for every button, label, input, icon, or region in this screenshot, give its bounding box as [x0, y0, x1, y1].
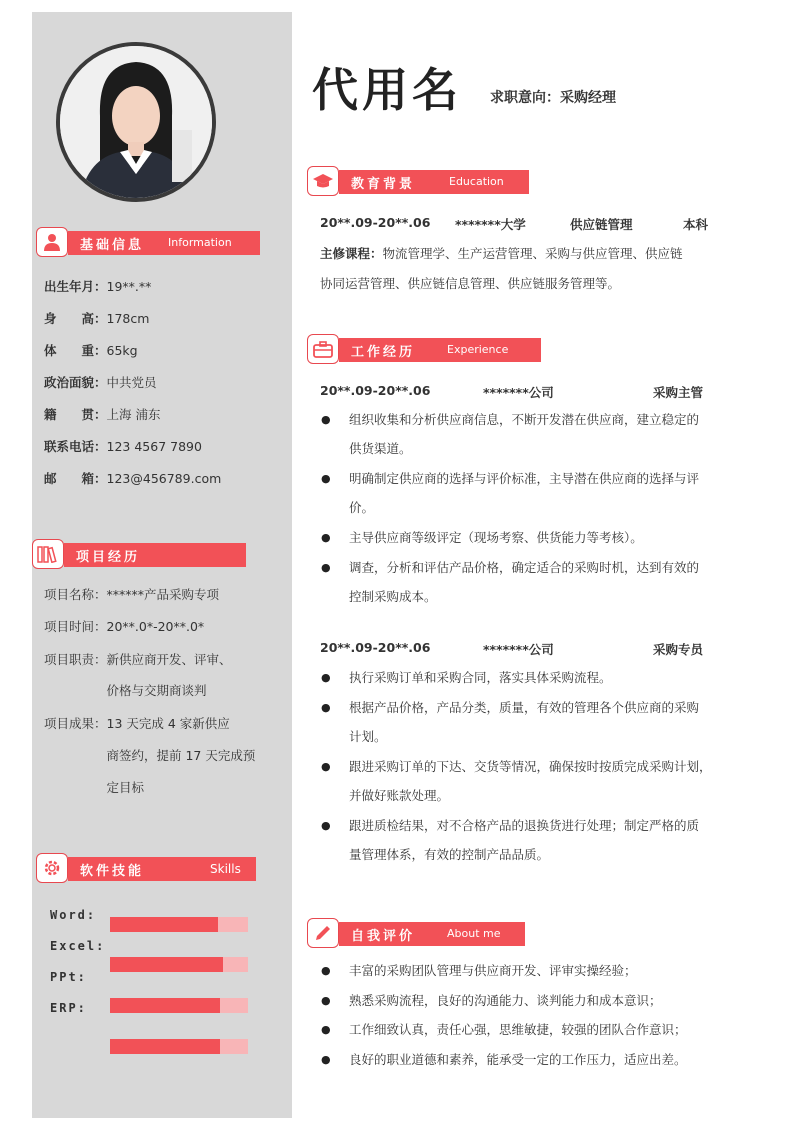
- info-height: 身 高：178cm: [44, 311, 150, 326]
- section-header-experience: [307, 338, 541, 362]
- section-header-bar: [339, 170, 529, 194]
- section-header-education: [307, 170, 529, 194]
- job-bullet: ● 执行采购订单和采购合同，落实具体采购流程。: [321, 663, 612, 692]
- section-title-en: Information: [168, 236, 232, 249]
- job-bullet: ● 跟进采购订单的下达、交货等情况，确保按时按质完成采购计划， 并做好账款处理。: [321, 752, 712, 810]
- about-bullet: ● 工作细致认真，责任心强，思维敏捷，较强的团队合作意识；: [321, 1015, 687, 1044]
- section-title-en: Education: [449, 175, 504, 188]
- job-bullet: ● 跟进质检结果，对不合格产品的退换货进行处理；制定严格的质 量管理体系，有效的控制产品品质。: [321, 811, 699, 869]
- skill-bar-fill: [110, 998, 220, 1013]
- education-degree: 本科: [683, 217, 709, 232]
- project-line: 项目名称：******产品采购专项: [44, 587, 220, 602]
- project-line: 价格与交期商谈判: [44, 683, 207, 698]
- skill-bar-word: [110, 917, 248, 932]
- education-date: 20**.09-20**.06: [320, 215, 431, 230]
- skill-bar-fill: [110, 957, 223, 972]
- section-title: 软件技能: [80, 864, 145, 879]
- skill-bar-fill: [110, 1039, 220, 1054]
- skill-label-word: Word:: [50, 908, 97, 922]
- job-bullet: ● 根据产品价格，产品分类，质量，有效的管理各个供应商的采购 计划。: [321, 693, 699, 751]
- candidate-name: 代用名: [312, 63, 462, 117]
- education-major: 供应链管理: [570, 217, 633, 232]
- section-header-about: [307, 922, 525, 946]
- skill-bar-excel: [110, 957, 248, 972]
- info-politics: 政治面貌：中共党员: [44, 375, 157, 390]
- section-title: 项目经历: [76, 550, 141, 565]
- job-bullet: ● 明确制定供应商的选择与评价标准，主导潜在供应商的选择与评 价。: [321, 464, 699, 522]
- job-bullet: ● 主导供应商等级评定（现场考察、供货能力等考核）。: [321, 523, 643, 552]
- profile-photo: [56, 42, 216, 202]
- section-header-bar: [68, 231, 260, 255]
- info-phone: 联系电话：123 4567 7890: [44, 439, 202, 454]
- section-title-en: Experience: [447, 343, 509, 356]
- books-icon: [32, 539, 64, 569]
- pencil-icon: [307, 918, 339, 948]
- skill-bar-erp: [110, 1039, 248, 1054]
- portrait-image: [60, 46, 212, 198]
- section-title-en: Skills: [210, 862, 241, 876]
- job-bullet: ● 组织收集和分析供应商信息，不断开发潜在供应商，建立稳定的 供货渠道。: [321, 405, 699, 463]
- education-school: *******大学: [455, 217, 526, 232]
- education-courses: 主修课程：物流管理学、生产运营管理、采购与供应管理、供应链: [320, 246, 683, 261]
- briefcase-icon: [307, 334, 339, 364]
- job-bullet: ● 调查，分析和评估产品价格，确定适合的采购时机，达到有效的 控制采购成本。: [321, 553, 699, 611]
- job-date: 20**.09-20**.06: [320, 383, 431, 398]
- about-bullet: ● 良好的职业道德和素养，能承受一定的工作压力，适应出差。: [321, 1045, 687, 1074]
- job-role: 采购主管: [653, 385, 704, 400]
- skill-label-excel: Excel:: [50, 939, 106, 953]
- job-date: 20**.09-20**.06: [320, 640, 431, 655]
- education-courses-cont: 协同运营管理、供应链信息管理、供应链服务管理等。: [320, 276, 621, 291]
- about-bullet: ● 丰富的采购团队管理与供应商开发、评审实操经验；: [321, 956, 637, 985]
- skill-label-ppt: PPt:: [50, 970, 87, 984]
- job-company: *******公司: [483, 385, 554, 400]
- section-header-bar: [339, 338, 541, 362]
- skill-bar-fill: [110, 917, 218, 932]
- section-header-bar: [64, 543, 246, 567]
- project-line: 商签约，提前 17 天完成预: [44, 748, 256, 763]
- job-intent: 求职意向：采购经理: [490, 90, 616, 106]
- section-title: 教育背景: [351, 177, 416, 192]
- section-title-en: About me: [447, 927, 501, 940]
- info-birth: 出生年月：19**.**: [44, 279, 152, 294]
- section-header-bar: [339, 922, 525, 946]
- project-line: 项目职责：新供应商开发、评审、: [44, 652, 232, 667]
- skill-label-erp: ERP:: [50, 1001, 87, 1015]
- person-icon: [36, 227, 68, 257]
- job-company: *******公司: [483, 642, 554, 657]
- skill-bar-ppt: [110, 998, 248, 1013]
- job-role: 采购专员: [653, 642, 704, 657]
- about-bullet: ● 熟悉采购流程，良好的沟通能力、谈判能力和成本意识；: [321, 986, 662, 1015]
- gear-icon: [36, 853, 68, 883]
- section-title: 自我评价: [351, 929, 416, 944]
- section-header-bar: [68, 857, 256, 881]
- section-header-basic: [36, 231, 260, 255]
- section-header-project: [32, 543, 246, 567]
- info-hometown: 籍 贯：上海 浦东: [44, 407, 161, 422]
- section-title: 工作经历: [351, 345, 416, 360]
- project-line: 定目标: [44, 780, 145, 795]
- graduation-cap-icon: [307, 166, 339, 196]
- section-header-skills: [36, 857, 256, 881]
- project-line: 项目成果：13 天完成 4 家新供应: [44, 716, 230, 731]
- info-email: 邮 箱：123@456789.com: [44, 471, 222, 486]
- section-title: 基础信息: [80, 238, 145, 253]
- info-weight: 体 重：65kg: [44, 343, 138, 358]
- project-line: 项目时间：20**.0*-20**.0*: [44, 619, 205, 634]
